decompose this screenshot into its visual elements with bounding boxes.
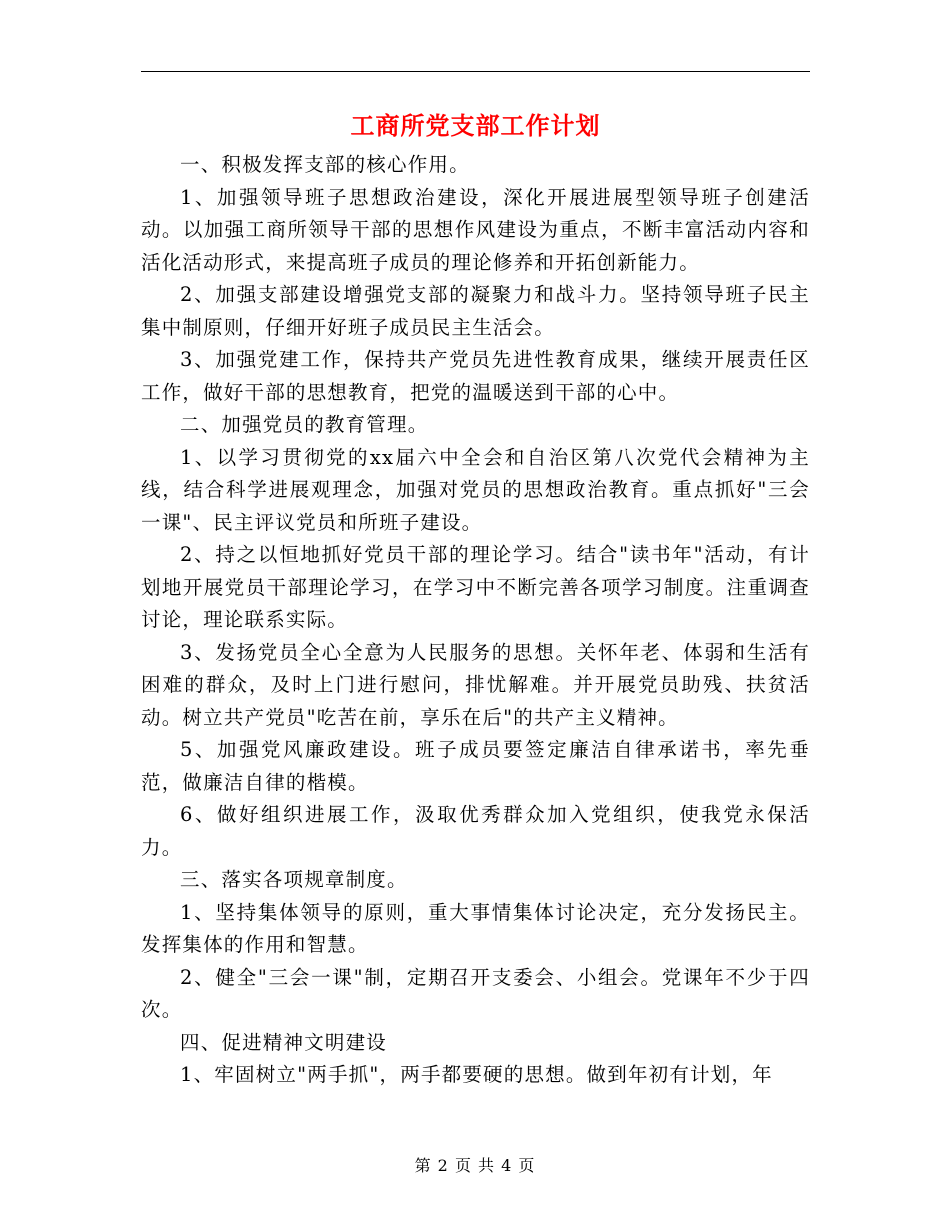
section-heading-2: 二、加强党员的教育管理。 <box>180 413 429 436</box>
document-title: 工商所党支部工作计划 <box>350 111 601 140</box>
paragraph: 6、做好组织进展工作，汲取优秀群众加入党组织，使我党永保活力。 <box>141 803 810 859</box>
paragraph: 2、持之以恒地抓好党员干部的理论学习。结合"读书年"活动，有计划地开展党员干部理论学习，在学习中不断完善各项学习制度。注重调查讨论，理论联系实际。 <box>141 543 810 631</box>
paragraph: 1、坚持集体领导的原则，重大事情集体讨论决定，充分发扬民主。发挥集体的作用和智慧。 <box>141 900 810 956</box>
paragraph: 1、以学习贯彻党的xx届六中全会和自治区第八次党代会精神为主线，结合科学进展观理念，加强对党员的思想政治教育。重点抓好"三会一课"、民主评议党员和所班子建设。 <box>141 445 810 534</box>
page-number-footer: 第 2 页 共 4 页 <box>414 1156 536 1175</box>
document-body <box>141 149 810 1092</box>
paragraph: 3、发扬党员全心全意为人民服务的思想。关怀年老、体弱和生活有困难的群众，及时上门进行慰问，排忧解难。并开展党员助残、扶贫活动。树立共产党员"吃苦在前，享乐在后"的共产主义精神。 <box>141 640 810 729</box>
paragraph: 1、牢固树立"两手抓"，两手都要硬的思想。做到年初有计划，年 <box>180 1063 773 1086</box>
paragraph: 2、加强支部建设增强党支部的凝聚力和战斗力。坚持领导班子民主集中制原则，仔细开好班子成员民主生活会。 <box>141 283 810 339</box>
paragraph: 2、健全"三会一课"制，定期召开支委会、小组会。党课年不少于四次。 <box>141 965 810 1021</box>
paragraph: 1、加强领导班子思想政治建设，深化开展进展型领导班子创建活动。以加强工商所领导干部的思想作风建设为重点，不断丰富活动内容和活化活动形式，来提高班子成员的理论修养和开拓创新能力。 <box>141 185 810 274</box>
paragraph: 3、加强党建工作，保持共产党员先进性教育成果，继续开展责任区工作，做好干部的思想教育，把党的温暖送到干部的心中。 <box>141 348 810 404</box>
section-heading-3: 三、落实各项规章制度。 <box>180 868 408 891</box>
header-rule <box>141 71 810 72</box>
section-heading-4: 四、促进精神文明建设 <box>180 1030 388 1054</box>
section-heading-1: 一、积极发挥支部的核心作用。 <box>180 153 470 176</box>
paragraph: 5、加强党风廉政建设。班子成员要签定廉洁自律承诺书，率先垂范，做廉洁自律的楷模。 <box>141 738 810 794</box>
